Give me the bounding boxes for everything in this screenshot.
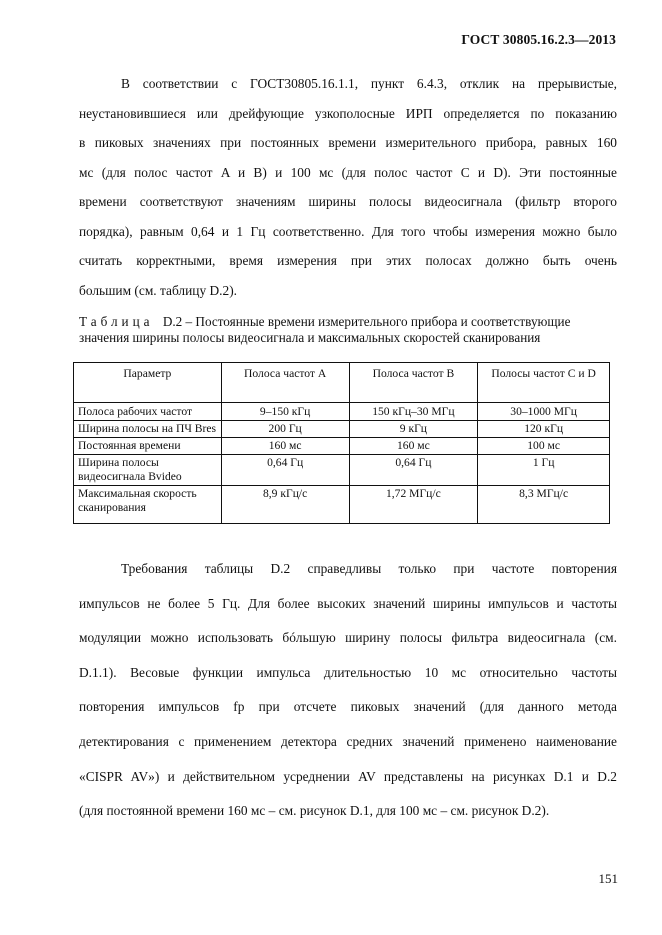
table-cell: Ширина полосы на ПЧ Bres: [74, 421, 222, 438]
table-header-cell: Полоса частот B: [349, 363, 478, 403]
paragraph-intro: [79, 69, 617, 305]
table-cell: 9–150 кГц: [221, 403, 349, 421]
table-row: [74, 455, 610, 486]
caption-label: Таблица: [79, 314, 154, 329]
text-line: повторения импульсов fp при отсчете пиковых значений (для данного метода: [79, 699, 617, 715]
text-line: мс (для полос частот A и B) и 100 мс (для полос частот C и D). Эти постоянные: [79, 164, 617, 180]
text-line: большим (см. таблицу D.2).: [79, 282, 238, 298]
table-cell: 1,72 МГц/с: [349, 486, 478, 524]
table-cell: 8,9 кГц/с: [221, 486, 349, 524]
table-cell: 1 Гц: [478, 455, 610, 486]
table-cell: 100 мс: [478, 438, 610, 455]
text-line: «CISPR AV») и действительном усреднении AV представлены на рисунках D.1 и D.2: [79, 768, 617, 784]
text-line: считать корректными, время измерения при этих полосах должно быть очень: [79, 253, 617, 268]
table-cell: 0,64 Гц: [349, 455, 478, 486]
caption-text: D.2 – Постоянные времени измерительного прибора и соответствующие: [162, 314, 571, 329]
table-row: [74, 438, 610, 455]
table-cell: 9 кГц: [349, 421, 478, 438]
table-header-cell: Полоса частот A: [221, 363, 349, 403]
text-line: модуляции можно использовать бóльшую ширину полосы фильтра видеосигнала (см.: [79, 630, 617, 646]
table-row: [74, 486, 610, 524]
table-header-cell: Параметр: [74, 363, 222, 403]
text-line: В соответствии с ГОСТ30805.16.1.1, пункт 6.4.3, отклик на прерывистые,: [121, 76, 617, 91]
table-cell: 8,3 МГц/с: [478, 486, 610, 524]
table-cell: Ширина полосы видеосигнала Bvideo: [74, 455, 222, 486]
table-cell: 120 кГц: [478, 421, 610, 438]
table-cell: 30–1000 МГц: [478, 403, 610, 421]
text-line: D.1.1). Весовые функции импульса длительностью 10 мс относительно частоты: [79, 664, 617, 680]
caption-line-1: [79, 314, 621, 330]
text-line: неустановившиеся или дрейфующие узкополосные ИРП определяется по показанию: [79, 105, 617, 121]
table-cell: 200 Гц: [221, 421, 349, 438]
text-line: детектирования с применением детектора средних значений применено наименование: [79, 733, 617, 749]
table-header-cell: Полосы частот C и D: [478, 363, 610, 403]
page-number: 151: [598, 871, 618, 886]
table-cell: 0,64 Гц: [221, 455, 349, 486]
document-header: ГОСТ 30805.16.2.3—2013: [461, 32, 616, 47]
paragraph-requirements: [79, 552, 617, 829]
table-cell: 160 мс: [221, 438, 349, 455]
table-row: [74, 421, 610, 438]
text-line: импульсов не более 5 Гц. Для более высоких значений ширины импульсов и частоты: [79, 595, 617, 611]
table-cell: 150 кГц–30 МГц: [349, 403, 478, 421]
table-caption: [79, 314, 621, 346]
table-row: [74, 403, 610, 421]
parameters-table: [73, 362, 610, 524]
table-header-row: [74, 363, 610, 403]
table-cell: Максимальная скорость сканирования: [74, 486, 222, 524]
text-line: в пиковых значениях при постоянных времени измерительного прибора, равных 160: [79, 135, 617, 150]
text-line: времени соответствуют значениям ширины полосы видеосигнала (фильтр второго: [79, 194, 617, 209]
text-line: (для постоянной времени 160 мс – см. рисунок D.1, для 100 мс – см. рисунок D.2).: [79, 803, 550, 819]
table-cell: Постоянная времени: [74, 438, 222, 455]
table-cell: 160 мс: [349, 438, 478, 455]
caption-line-2: значения ширины полосы видеосигнала и максимальных скоростей сканирования: [79, 330, 541, 345]
table-cell: Полоса рабочих частот: [74, 403, 222, 421]
text-line: Требования таблицы D.2 справедливы только при частоте повторения: [121, 561, 617, 576]
text-line: порядка), равным 0,64 и 1 Гц соответственно. Для того чтобы измерения можно было: [79, 223, 617, 239]
